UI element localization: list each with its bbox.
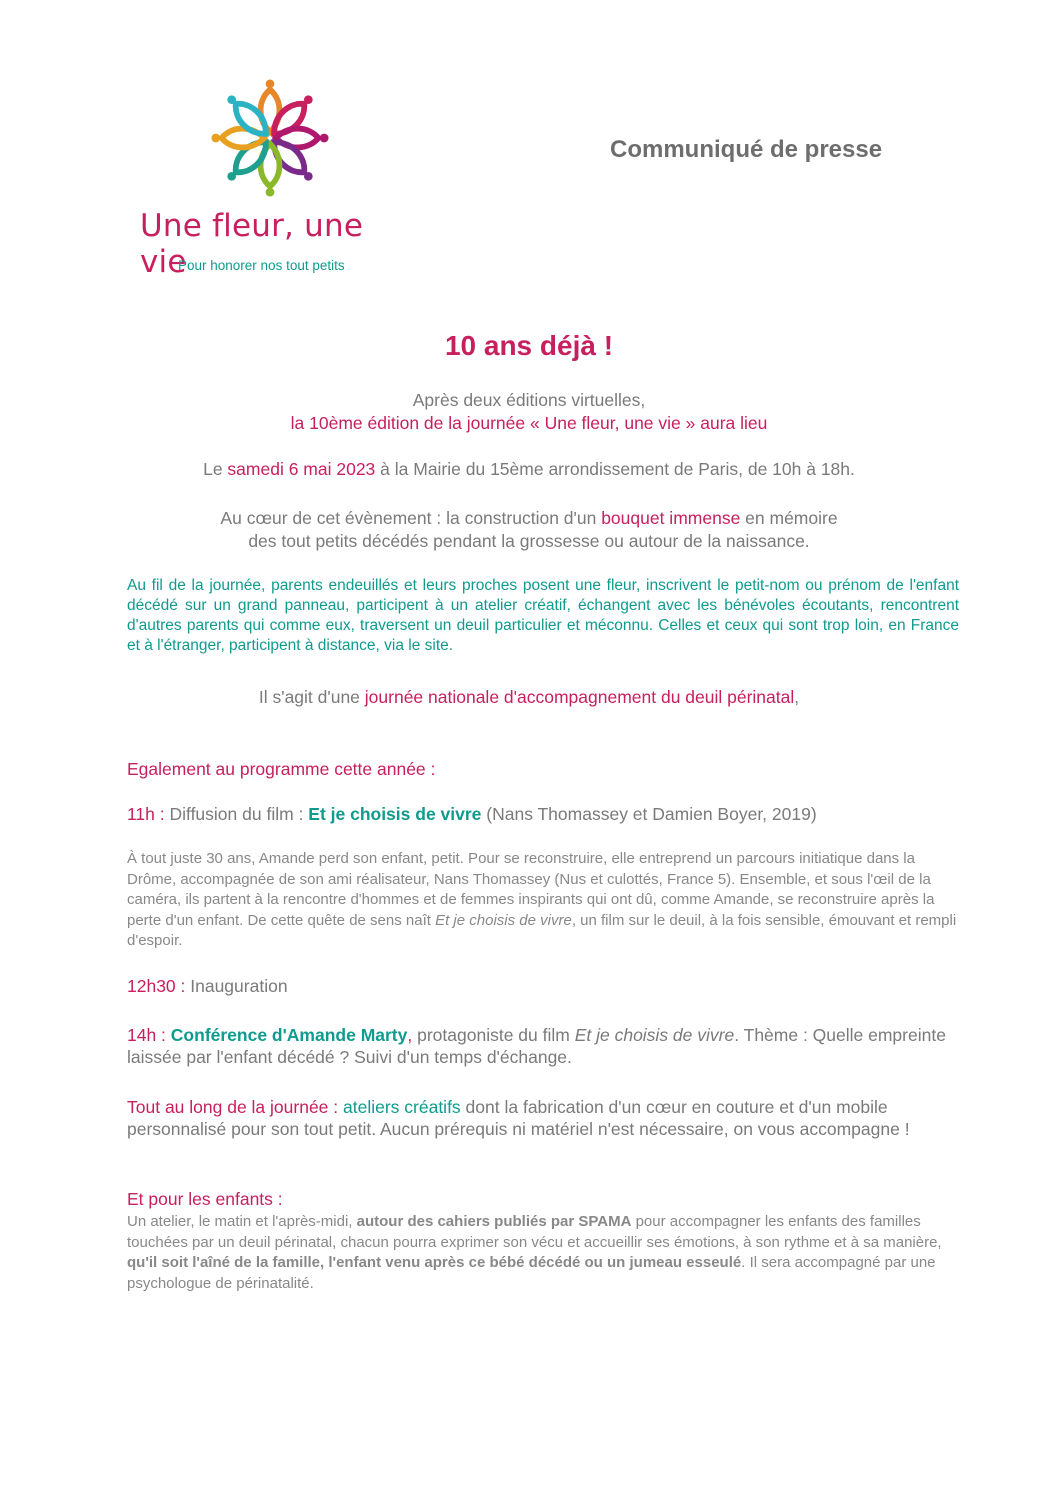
date-line: [0, 459, 1058, 480]
conference-title: Conférence d'Amande Marty: [170, 1025, 408, 1045]
date-line-pre: Le: [203, 459, 228, 479]
workshops-title: ateliers créatifs: [343, 1097, 461, 1117]
workshops-when: Tout au long de la journée :: [127, 1097, 343, 1117]
day-description: Au fil de la journée, parents endeuillés et leurs proches posent une fleur, inscrivent le petit-nom ou prénom de l'enfant décédé sur un grand panneau, participent à un atelier créatif, échangent avec les bénévoles écoutants, rencontrent d'autres parents qui comme eux, traversent un deuil particulier et méconnu. Celles et ceux qui sont trop loin, en France et à l'étranger, participent à distance, via le site.: [127, 577, 959, 654]
intro-line-2: la 10ème édition de la journée « Une fleur, une vie » aura lieu: [290, 413, 768, 433]
conference-pre: protagoniste du film: [412, 1025, 575, 1045]
synopsis-part-1: À tout juste 30 ans, Amande perd son enfant, petit. Pour se reconstruire, elle entreprend un parcours initiatique dans la Drôme, accompagnée de son ami réalisateur, Nans Thomassey (Nus et culottés, France 5). Ensemble, et sous l'œil de la caméra, ils partent à la rencontre d'hommes et de femmes inspirants qui ont dû, comme Amande, se reconstruire après la perte d'un enfant. De cette quête de sens naît: [127, 850, 935, 929]
bouquet-pre: Au cœur de cet évènement : la construction d'un: [220, 508, 602, 528]
conference-post: . Thème : Quelle empreinte laissée par l'enfant décédé ? Suivi d'un temps d'échange.: [127, 1025, 946, 1067]
film-title: Et je choisis de vivre: [308, 804, 482, 824]
conference-film-title: Et je choisis de vivre: [574, 1025, 735, 1045]
film-post: (Nans Thomassey et Damien Boyer, 2019): [481, 804, 817, 824]
synopsis-film-title: Et je choisis de vivre: [435, 911, 572, 929]
children-p3: . Il sera accompagné par une psychologue de périnatalité.: [127, 1254, 936, 1292]
bouquet-line-1: [0, 508, 1058, 529]
children-p2: pour accompagner les enfants des familles touchées par un deuil périnatal, chacun pourra exprimer son vécu et accueillir ses émotions, à son rythme et à sa manière,: [127, 1213, 942, 1251]
children-b2: qu'il soit l'aîné de la famille, l'enfant venu après ce bébé décédé ou un jumeau esseulé: [127, 1254, 742, 1271]
inauguration-time: 12h30 :: [127, 976, 191, 996]
conference-comma: ,: [407, 1025, 413, 1045]
brand-name: Une fleur, une vie: [140, 208, 364, 280]
brand-tagline: Pour honorer nos tout petits: [178, 258, 345, 273]
national-highlight: journée nationale d'accompagnement du deuil périnatal: [364, 687, 795, 707]
program-film: [127, 803, 947, 825]
bouquet-highlight: bouquet immense: [601, 508, 741, 528]
workshops-post: dont la fabrication d'un cœur en couture et d'un mobile personnalisé pour son tout petit. Aucun prérequis ni matériel n'est nécessaire, on vous accompagne !: [127, 1097, 910, 1139]
bouquet-line-2: des tout petits décédés pendant la grossesse ou autour de la naissance.: [248, 531, 810, 551]
bouquet-post: en mémoire: [740, 508, 838, 528]
program-heading: Egalement au programme cette année :: [127, 759, 436, 779]
film-time: 11h :: [127, 804, 170, 824]
national-pre: Il s'agit d'une: [258, 687, 365, 707]
conference-time: 14h :: [127, 1025, 171, 1045]
children-heading: Et pour les enfants :: [127, 1189, 283, 1209]
intro-line-1: Après deux éditions virtuelles,: [412, 390, 646, 410]
children-b1: autour des cahiers publiés par SPAMA: [356, 1213, 632, 1230]
program-workshops: [127, 1096, 947, 1140]
brand-logo: [140, 78, 400, 278]
film-synopsis: [127, 849, 957, 952]
inauguration-label: Inauguration: [190, 976, 288, 996]
headline: 10 ans déjà !: [444, 330, 614, 361]
national-day-line: [0, 687, 1058, 708]
children-p1: Un atelier, le matin et l'après-midi,: [127, 1213, 357, 1230]
film-pre: Diffusion du film :: [169, 804, 309, 824]
event-date: samedi 6 mai 2023: [227, 459, 376, 479]
national-post: ,: [794, 687, 800, 707]
children-description: [127, 1212, 957, 1294]
press-release-label: Communiqué de presse: [610, 136, 883, 163]
program-conference: [127, 1024, 947, 1068]
flower-logo-icon: [202, 78, 338, 198]
program-inauguration: [127, 975, 947, 997]
synopsis-part-2: , un film sur le deuil, à la fois sensible, émouvant et rempli d'espoir.: [127, 911, 957, 949]
date-line-post: à la Mairie du 15ème arrondissement de Paris, de 10h à 18h.: [375, 459, 855, 479]
